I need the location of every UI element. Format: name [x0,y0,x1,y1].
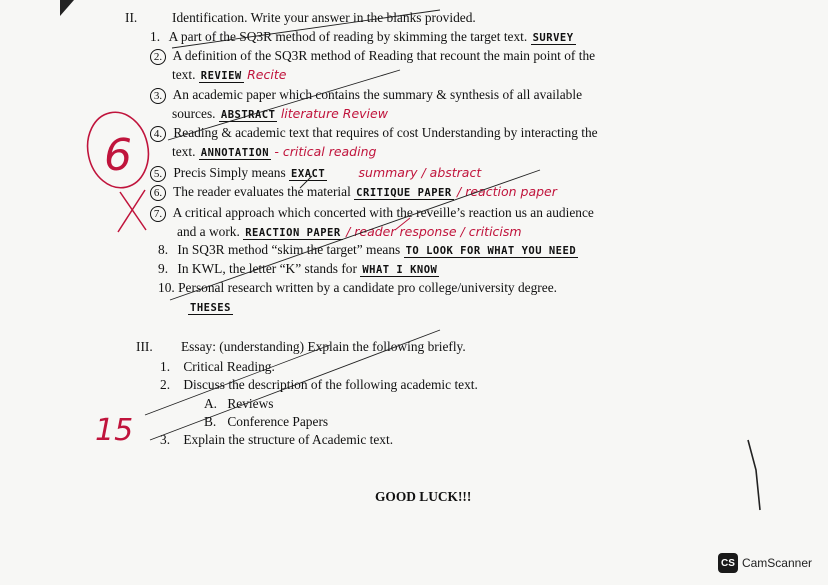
item-6-text: The reader evaluates the material [173,184,351,199]
item-2-note: Recite [247,67,287,82]
essay-item-2b-num: B. [204,414,217,429]
essay-item-2b [204,414,328,430]
essay-item-3 [160,432,393,448]
section-iii-title: Essay: (understanding) Explain the following briefly. [181,339,466,354]
item-4-answer: ANNOTATION [200,147,270,159]
item-9-text: In KWL, the letter “K” stands for [177,261,357,276]
camscanner-watermark [718,553,812,573]
item-4-note: - critical reading [274,144,377,159]
item-8-num: 8. [158,242,169,257]
item-3-num: 3. [150,88,166,104]
item-2-line2 [172,67,286,84]
item-3-answer: ABSTRACT [220,109,276,121]
item-6 [150,184,557,201]
item-9 [158,261,439,278]
essay-item-2-num: 2. [160,377,171,392]
item-5-answer: EXACT [291,168,326,180]
item-10-text: Personal research written by a candidate pro college/university degree. [178,280,557,295]
good-luck-text: GOOD LUCK!!! [375,489,472,504]
item-6-answer: CRITIQUE PAPER [356,187,452,199]
item-5-note: summary / abstract [358,165,482,180]
item-7-num: 7. [150,206,166,222]
item-2-text: A definition of the SQ3R method of Reading that recount the main point of the [172,48,596,63]
item-3-note: literature Review [280,106,388,121]
score-left-2: 15 [95,413,134,448]
essay-item-2a-text: Reviews [227,396,274,411]
item-1-answer: SURVEY [532,32,574,44]
item-2-answer: REVIEW [200,70,242,82]
essay-item-2a-num: A. [204,396,218,411]
item-5-text: Precis Simply means [173,165,286,180]
item-1 [150,29,576,46]
item-3-text: An academic paper which contains the summary & synthesis of all available [172,87,583,102]
item-7 [150,205,594,222]
item-7-text2: and a work. [177,224,240,239]
essay-item-3-num: 3. [160,432,171,447]
item-10-num: 10. [158,280,175,295]
item-4-text: Reading & academic text that requires of cost Understanding by interacting the [173,125,598,140]
item-4-line2 [172,144,376,161]
item-5 [150,165,481,182]
item-7-line2 [177,224,522,241]
item-1-text: A part of the SQ3R method of reading by skimming the target text. [168,29,528,44]
item-7-answer: REACTION PAPER [245,227,341,239]
essay-item-2-text: Discuss the description of the following academic text. [183,377,478,392]
essay-item-2b-text: Conference Papers [227,414,329,429]
item-5-num: 5. [150,166,166,182]
section-iii-roman: III. [136,339,153,354]
item-1-num: 1. [150,29,161,44]
item-8-answer: TO LOOK FOR WHAT YOU NEED [405,245,577,257]
item-2 [150,48,595,65]
camscanner-logo-icon: CS [718,553,738,573]
item-7-text: A critical approach which concerted with the reveille’s reaction us an audience [172,205,594,220]
item-10-line2 [188,299,233,316]
score-left: 6 [104,130,132,181]
item-3 [150,87,582,104]
item-2-num: 2. [150,49,166,65]
camscanner-name: CamScanner [741,556,812,570]
essay-item-1-num: 1. [160,359,171,374]
item-4 [150,125,598,142]
essay-item-2a [204,396,273,412]
item-8 [158,242,578,259]
essay-item-3-text: Explain the structure of Academic text. [183,432,394,447]
item-4-num: 4. [150,126,166,142]
essay-item-1 [160,359,275,375]
item-3-text2: sources. [172,106,216,121]
item-10-answer: THESES [190,302,231,314]
item-2-text2: text. [172,67,196,82]
item-10 [158,280,557,296]
item-9-num: 9. [158,261,169,276]
item-7-note: / reader response / criticism [346,224,522,239]
item-6-note: / reaction paper [457,184,557,199]
section-ii-title: Identification. Write your answer in the blanks provided. [172,10,476,25]
item-9-answer: WHAT I KNOW [362,264,438,276]
essay-item-1-text: Critical Reading. [183,359,275,374]
essay-item-2 [160,377,478,393]
item-8-text: In SQ3R method “skim the target” means [177,242,401,257]
section-ii-roman: II. [125,10,138,25]
item-6-num: 6. [150,185,166,201]
item-4-text2: text. [172,144,196,159]
item-3-line2 [172,106,388,123]
page-corner-mark [60,0,74,16]
